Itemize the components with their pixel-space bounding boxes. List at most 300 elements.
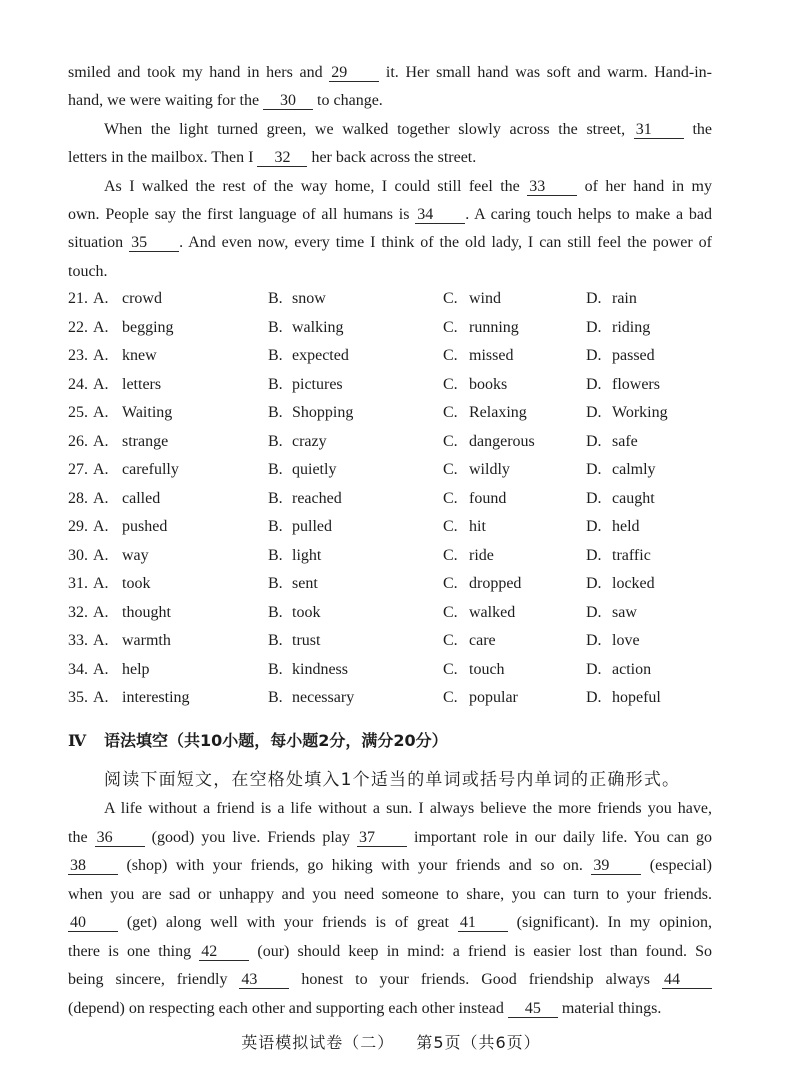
question-number: 24. [68,375,88,393]
option-text: crazy [292,432,327,450]
option-text: locked [612,575,655,592]
option-letter: B. [268,518,283,535]
blank-number: 39 [593,857,610,875]
option-a [68,542,149,571]
option-letter: D. [586,461,602,478]
option-c [443,428,535,457]
option-text: traffic [612,546,651,564]
answer-blank [263,92,313,110]
option-b [268,456,336,485]
option-d [586,371,660,400]
question-number: 21. [68,290,88,307]
question-row [68,627,712,656]
option-text: found [469,489,507,507]
option-a [68,599,171,628]
passage-line [68,201,712,229]
question-row [68,599,712,628]
answer-blank [68,857,118,875]
option-c [443,542,494,571]
option-c [443,570,521,599]
option-letter: A. [93,575,109,592]
option-text: hit [469,518,486,535]
blank-number: 42 [201,942,218,960]
option-d [586,570,655,599]
question-row [68,314,712,343]
text-segment: to change. [313,92,383,110]
option-text: missed [469,347,514,364]
option-letter: C. [443,432,458,450]
text-segment: As I walked the rest of the way home, I could still feel the [104,177,528,195]
option-letter: B. [268,432,283,450]
option-text: care [469,632,496,649]
option-c [443,513,486,542]
blank-number: 38 [70,857,86,875]
passage-line [68,881,712,910]
blank-number: 30 [280,92,297,110]
option-letter: A. [93,347,109,364]
option-letter: B. [268,404,283,421]
option-a [68,684,190,713]
option-d [586,513,640,542]
option-b [268,513,332,542]
option-text: took [122,575,151,592]
text-segment: own. People say the first language of all humans is [68,205,416,223]
option-text: trust [292,632,321,649]
question-number: 35. [68,689,88,706]
option-text: wind [469,290,501,307]
text-segment: When the light turned green, we walked together slowly across the street, [104,120,634,138]
option-a [68,399,172,428]
option-a [68,371,161,400]
blank-number: 31 [635,120,652,138]
blank-number: 45 [524,999,541,1017]
option-text: interesting [122,689,190,706]
option-letter: C. [443,689,458,706]
question-number: 25. [68,404,88,421]
option-text: hopeful [612,689,661,706]
answer-blank [199,943,249,961]
answer-blank [257,149,307,167]
option-letter: D. [586,347,602,364]
option-a [68,428,168,457]
option-text: Shopping [292,404,354,421]
option-letter: A. [93,290,109,307]
passage-line [68,852,712,881]
passage-line [68,795,712,824]
option-letter: D. [586,404,602,421]
text-segment: . A caring touch helps to make a bad [465,205,712,223]
option-c [443,684,518,713]
option-letter: A. [93,461,109,478]
section-numeral: Ⅳ [68,731,87,750]
option-c [443,599,515,628]
option-letter: B. [268,546,283,564]
question-row [68,371,712,400]
paragraph [68,59,712,116]
question-row [68,684,712,713]
text-segment: (our) should keep in mind: a friend is easier lost than found. So [249,942,713,960]
option-b [268,428,327,457]
option-letter: A. [93,689,109,706]
option-text: Relaxing [469,404,527,421]
paper-title: 英语模拟试卷（二） [241,1033,395,1052]
paragraph [68,795,712,1024]
option-text: kindness [292,660,348,678]
option-text: warmth [122,632,171,649]
option-letter: B. [268,489,283,507]
question-number: 23. [68,347,88,364]
option-text: ride [469,546,494,564]
option-b [268,314,344,343]
option-c [443,342,513,371]
option-letter: D. [586,375,602,393]
text-segment: important role in our daily life. You can go [406,828,713,846]
option-d [586,684,661,713]
option-c [443,656,505,685]
option-text: held [612,518,640,535]
answer-blank [415,206,465,224]
option-letter: A. [93,318,109,336]
option-text: walked [469,603,516,621]
option-d [586,656,651,685]
option-letter: B. [268,632,283,649]
option-letter: B. [268,461,283,478]
option-d [586,485,655,514]
option-letter: B. [268,603,283,621]
option-letter: D. [586,489,602,507]
passage-line [68,144,712,172]
option-letter: C. [443,290,458,307]
paragraph [68,173,712,287]
option-d [586,542,651,571]
option-letter: A. [93,603,109,621]
option-letter: A. [93,432,109,450]
passage-line [68,909,712,938]
passage-line [68,258,712,286]
passage-line [68,173,712,201]
option-letter: C. [443,489,458,507]
cloze-options-list [68,285,712,713]
option-letter: D. [586,318,602,336]
blank-number: 37 [358,828,375,846]
grammar-passage [68,795,712,1024]
option-letter: A. [93,404,109,421]
option-d [586,456,656,485]
option-letter: B. [268,318,283,336]
option-text: rain [612,290,637,307]
text-segment: material things. [557,999,662,1017]
blank-number: 32 [274,149,291,167]
option-letter: D. [586,603,602,621]
option-text: Waiting [122,404,173,421]
option-c [443,627,496,656]
option-a [68,314,174,343]
answer-blank [68,914,118,932]
option-letter: A. [93,632,109,649]
option-text: help [122,660,150,678]
section-title: 语法填空（共10小题，每小题2分，满分20分） [104,731,448,750]
text-segment: (significant). In my opinion, [507,914,713,932]
answer-blank [357,829,407,847]
text-segment: (shop) with your friends, go hiking with your friends and so on. [118,857,592,875]
option-letter: D. [586,575,602,592]
option-c [443,485,506,514]
option-letter: D. [586,632,602,649]
option-letter: B. [268,689,283,706]
option-text: wildly [469,461,510,478]
passage-line [68,229,712,257]
question-row [68,399,712,428]
passage-line [68,116,712,144]
answer-blank [662,971,712,989]
option-text: snow [292,290,326,307]
option-letter: D. [586,660,602,678]
option-text: touch [469,660,505,678]
option-text: saw [612,603,637,621]
option-letter: D. [586,546,602,564]
option-text: necessary [292,689,355,706]
option-letter: A. [93,546,109,564]
option-b [268,656,348,685]
blank-number: 41 [459,914,476,932]
option-letter: B. [268,375,283,393]
text-segment: of her hand in my [577,177,713,195]
option-letter: A. [93,660,109,678]
option-text: took [292,603,321,621]
text-segment: when you are sad or unhappy and you need someone to share, you can turn to your friends. [68,885,712,903]
answer-blank [239,971,289,989]
option-b [268,342,349,371]
option-text: riding [612,318,651,336]
question-number: 30. [68,546,88,564]
text-segment: the [68,828,95,846]
option-d [586,399,668,428]
option-letter: B. [268,347,283,364]
option-text: begging [122,318,174,336]
option-c [443,399,527,428]
option-b [268,684,354,713]
text-segment: (depend) on respecting each other and supporting each other instead [68,999,508,1017]
option-a [68,342,157,371]
question-number: 34. [68,660,88,678]
answer-blank [458,914,508,932]
question-number: 33. [68,632,88,649]
section-instruction: 阅读下面短文，在空格处填入1个适当的单词或括号内单词的正确形式。 [104,770,681,790]
option-text: caught [612,489,655,507]
question-row [68,342,712,371]
option-text: passed [612,347,655,364]
question-row [68,570,712,599]
option-text: called [122,489,161,507]
option-text: reached [292,489,342,507]
option-text: books [469,375,508,393]
text-segment: A life without a friend is a life without a sun. I always believe the more friends you have, [104,800,712,817]
question-number: 31. [68,575,88,592]
option-text: love [612,632,640,649]
question-row [68,513,712,542]
option-text: dangerous [469,432,535,450]
text-segment: . And even now, every time I think of the old lady, I can still feel the power of [179,234,712,252]
text-segment: touch. [68,262,108,280]
question-number: 32. [68,603,88,621]
text-segment: situation [68,234,130,252]
passage-line [68,966,712,995]
option-text: way [122,546,149,564]
option-text: popular [469,689,518,706]
question-row [68,656,712,685]
question-number: 22. [68,318,88,336]
option-d [586,599,637,628]
answer-blank [527,178,577,196]
option-c [443,285,501,314]
option-letter: C. [443,375,458,393]
blank-number: 43 [241,971,258,989]
option-text: safe [612,432,638,450]
blank-number: 35 [131,234,148,252]
paragraph [68,116,712,173]
option-letter: B. [268,575,283,592]
option-text: strange [122,432,169,450]
option-letter: C. [443,518,458,535]
option-text: light [292,546,322,564]
text-segment: it. Her small hand was soft and warm. Hand-in- [379,64,713,81]
text-segment: (get) along well with your friends is of great [118,914,458,932]
question-row [68,285,712,314]
option-letter: A. [93,518,109,535]
option-a [68,656,150,685]
option-text: letters [122,375,162,393]
option-d [586,428,638,457]
option-text: sent [292,575,318,592]
text-segment: (especial) [641,857,712,875]
question-row [68,456,712,485]
option-b [268,399,353,428]
option-b [268,285,326,314]
option-c [443,314,519,343]
option-letter: D. [586,290,602,307]
option-a [68,285,162,314]
text-segment: letters in the mailbox. Then I [68,149,258,167]
text-segment: her back across the street. [307,149,477,167]
option-d [586,314,650,343]
blank-number: 36 [96,828,113,846]
passage-line [68,59,712,87]
answer-blank [634,121,684,139]
option-letter: D. [586,518,602,535]
option-letter: C. [443,603,458,621]
question-row [68,485,712,514]
answer-blank [329,64,379,82]
option-letter: C. [443,318,458,336]
option-text: dropped [469,575,522,592]
text-segment: honest to your friends. Good friendship always [289,971,662,989]
option-letter: D. [586,432,602,450]
text-segment: hand, we were waiting for the [68,92,264,110]
option-text: thought [122,603,171,621]
option-letter: C. [443,632,458,649]
option-b [268,371,343,400]
option-letter: D. [586,689,602,706]
question-number: 26. [68,432,88,450]
question-row [68,428,712,457]
option-letter: C. [443,660,458,678]
option-text: crowd [122,290,162,307]
option-b [268,570,318,599]
option-text: pushed [122,518,168,535]
passage-line [68,87,712,115]
option-d [586,627,640,656]
option-text: expected [292,347,349,364]
option-b [268,542,321,571]
answer-blank [95,829,145,847]
blank-number: 29 [331,64,348,81]
passage-line [68,938,712,967]
option-a [68,485,160,514]
option-text: knew [122,347,157,364]
option-letter: B. [268,290,283,307]
page-footer [0,1029,782,1057]
answer-blank [591,857,641,875]
text-segment: smiled and took my hand in hers and [68,64,330,81]
question-number: 27. [68,461,88,478]
option-text: carefully [122,461,179,478]
text-segment: (good) you live. Friends play [144,828,357,846]
option-text: action [612,660,652,678]
option-b [268,627,320,656]
option-letter: C. [443,347,458,364]
passage-line [68,824,712,853]
question-row [68,542,712,571]
option-letter: C. [443,404,458,421]
option-c [443,456,510,485]
question-number: 28. [68,489,88,507]
option-a [68,627,171,656]
option-c [443,371,507,400]
option-d [586,342,655,371]
answer-blank [129,234,179,252]
answer-blank [508,1000,558,1018]
option-letter: C. [443,575,458,592]
option-text: Working [612,404,668,421]
option-b [268,599,320,628]
option-text: running [469,318,519,336]
question-number: 29. [68,518,88,535]
option-a [68,570,150,599]
section-heading [68,727,448,755]
option-text: calmly [612,461,656,478]
option-text: flowers [612,375,660,393]
blank-number: 44 [664,971,680,989]
blank-number: 40 [70,914,86,932]
option-a [68,456,179,485]
passage-line [68,995,712,1024]
option-d [586,285,637,314]
option-letter: B. [268,660,283,678]
text-segment: there is one thing [68,942,200,960]
option-text: pictures [292,375,343,393]
option-a [68,513,167,542]
option-text: pulled [292,518,332,535]
text-segment: being sincere, friendly [68,971,240,989]
option-text: walking [292,318,344,336]
page-number: 第5页（共6页） [416,1033,541,1052]
cloze-passage [68,59,712,286]
option-letter: C. [443,461,458,478]
blank-number: 33 [529,177,546,195]
option-text: quietly [292,461,337,478]
blank-number: 34 [417,205,434,223]
text-segment: the [683,120,713,138]
